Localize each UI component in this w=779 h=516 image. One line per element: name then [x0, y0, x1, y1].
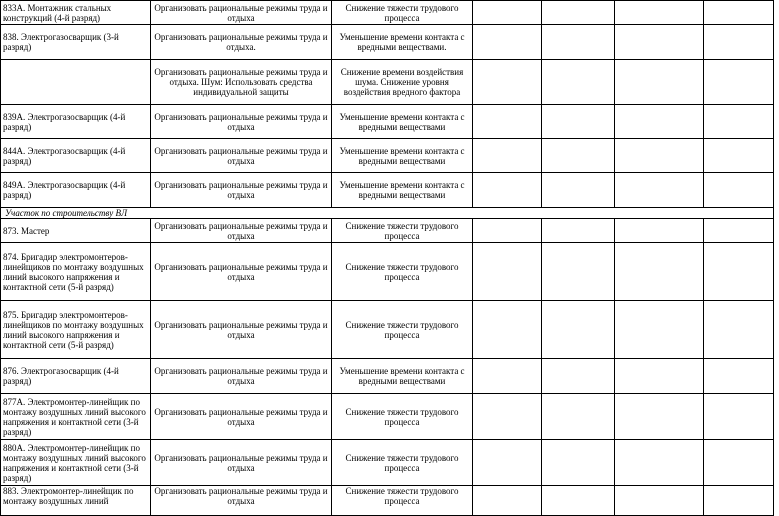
empty-cell: [615, 243, 704, 301]
empty-cell: [615, 359, 704, 394]
goal-cell: Уменьшение времени контакта с вредными веществами: [332, 173, 473, 208]
empty-cell: [473, 60, 542, 105]
action-cell: Организовать рациональные режимы труда и отдыха: [151, 394, 332, 440]
goal-cell: Уменьшение времени контакта с вредными веществами: [332, 139, 473, 173]
empty-cell: [704, 173, 774, 208]
empty-cell: [615, 394, 704, 440]
empty-cell: [473, 359, 542, 394]
table-row: [1, 301, 774, 359]
empty-cell: [704, 440, 774, 486]
action-cell: Организовать рациональные режимы труда и отдыха: [151, 440, 332, 486]
empty-cell: [542, 359, 615, 394]
empty-cell: [542, 301, 615, 359]
empty-cell: [542, 25, 615, 60]
goal-cell: Уменьшение времени контакта с вредными веществами: [332, 105, 473, 139]
empty-cell: [473, 301, 542, 359]
position-cell: 876. Электрогазосварщик (4-й разряд): [1, 359, 151, 394]
empty-cell: [542, 219, 615, 243]
empty-cell: [615, 25, 704, 60]
table-row: [1, 440, 774, 486]
empty-cell: [542, 243, 615, 301]
goal-cell: Снижение тяжести трудового процесса: [332, 394, 473, 440]
empty-cell: [473, 25, 542, 60]
table-row: [1, 25, 774, 60]
goal-cell: Снижение тяжести трудового процесса: [332, 1, 473, 25]
action-cell: Организовать рациональные режимы труда и отдыха.: [151, 25, 332, 60]
position-cell: 874. Бригадир электромонтеров-линейщиков по монтажу воздушных линий высокого напряжения и контактной сети (5-й разряд): [1, 243, 151, 301]
action-cell: Организовать рациональные режимы труда и отдыха: [151, 301, 332, 359]
goal-cell: Снижение тяжести трудового процесса: [332, 219, 473, 243]
goal-cell: Снижение тяжести трудового процесса: [332, 440, 473, 486]
position-cell: 880А. Электромонтер-линейщик по монтажу воздушных линий высокого напряжения и контактной сети (3-й разряд): [1, 440, 151, 486]
empty-cell: [615, 219, 704, 243]
empty-cell: [473, 486, 542, 516]
goal-cell: Снижение времени воздействия шума. Снижение уровня воздействия вредного фактора: [332, 60, 473, 105]
empty-cell: [542, 139, 615, 173]
position-cell: [1, 60, 151, 105]
position-cell: 838. Электрогазосварщик (3-й разряд): [1, 25, 151, 60]
action-cell: Организовать рациональные режимы труда и отдыха: [151, 219, 332, 243]
empty-cell: [473, 105, 542, 139]
empty-cell: [615, 1, 704, 25]
empty-cell: [704, 139, 774, 173]
empty-cell: [542, 440, 615, 486]
empty-cell: [473, 219, 542, 243]
empty-cell: [542, 60, 615, 105]
goal-cell: Снижение тяжести трудового процесса: [332, 301, 473, 359]
empty-cell: [615, 486, 704, 516]
empty-cell: [704, 243, 774, 301]
empty-cell: [704, 1, 774, 25]
action-cell: Организовать рациональные режимы труда и отдыха: [151, 486, 332, 516]
section-title: Участок по строительству ВЛ: [1, 208, 774, 219]
empty-cell: [704, 60, 774, 105]
empty-cell: [704, 301, 774, 359]
empty-cell: [615, 105, 704, 139]
empty-cell: [704, 219, 774, 243]
empty-cell: [615, 301, 704, 359]
position-cell: 875. Бригадир электромонтеров-линейщиков по монтажу воздушных линий высокого напряжения и контактной сети (5-й разряд): [1, 301, 151, 359]
empty-cell: [473, 173, 542, 208]
position-cell: 873. Мастер: [1, 219, 151, 243]
goal-cell: Уменьшение времени контакта с вредными веществами: [332, 359, 473, 394]
position-cell: 877А. Электромонтер-линейщик по монтажу воздушных линий высокого напряжения и контактной сети (3-й разряд): [1, 394, 151, 440]
empty-cell: [542, 394, 615, 440]
empty-cell: [473, 139, 542, 173]
empty-cell: [704, 394, 774, 440]
empty-cell: [542, 173, 615, 208]
table-row: [1, 173, 774, 208]
action-cell: Организовать рациональные режимы труда и отдыха: [151, 243, 332, 301]
empty-cell: [704, 105, 774, 139]
action-cell: Организовать рациональные режимы труда и отдыха: [151, 173, 332, 208]
position-cell: 883. Электромонтер-линейщик по монтажу воздушных линий: [1, 486, 151, 516]
empty-cell: [615, 60, 704, 105]
goal-cell: Снижение тяжести трудового процесса: [332, 486, 473, 516]
empty-cell: [542, 486, 615, 516]
goal-cell: Снижение тяжести трудового процесса: [332, 243, 473, 301]
table-row: [1, 139, 774, 173]
action-cell: Организовать рациональные режимы труда и отдыха: [151, 1, 332, 25]
table-row: [1, 1, 774, 25]
empty-cell: [615, 173, 704, 208]
table-row: [1, 394, 774, 440]
position-cell: 849А. Электрогазосварщик (4-й разряд): [1, 173, 151, 208]
goal-cell: Уменьшение времени контакта с вредными веществами.: [332, 25, 473, 60]
action-cell: Организовать рациональные режимы труда и отдыха: [151, 105, 332, 139]
empty-cell: [473, 394, 542, 440]
position-cell: 833А. Монтажник стальных конструкций (4-й разряд): [1, 1, 151, 25]
empty-cell: [704, 25, 774, 60]
table-row: [1, 219, 774, 243]
empty-cell: [542, 1, 615, 25]
table-row: [1, 359, 774, 394]
action-cell: Организовать рациональные режимы труда и отдыха: [151, 139, 332, 173]
action-cell: Организовать рациональные режимы труда и отдыха. Шум: Использовать средства индивидуальной защиты: [151, 60, 332, 105]
empty-cell: [704, 359, 774, 394]
empty-cell: [542, 105, 615, 139]
empty-cell: [615, 440, 704, 486]
empty-cell: [704, 486, 774, 516]
empty-cell: [473, 1, 542, 25]
section-row: [1, 208, 774, 219]
table-row: [1, 243, 774, 301]
position-cell: 844А. Электрогазосварщик (4-й разряд): [1, 139, 151, 173]
position-cell: 839А. Электрогазосварщик (4-й разряд): [1, 105, 151, 139]
empty-cell: [473, 243, 542, 301]
table-row: [1, 60, 774, 105]
empty-cell: [615, 139, 704, 173]
table-row: [1, 486, 774, 516]
table-row: [1, 105, 774, 139]
action-cell: Организовать рациональные режимы труда и отдыха: [151, 359, 332, 394]
empty-cell: [473, 440, 542, 486]
